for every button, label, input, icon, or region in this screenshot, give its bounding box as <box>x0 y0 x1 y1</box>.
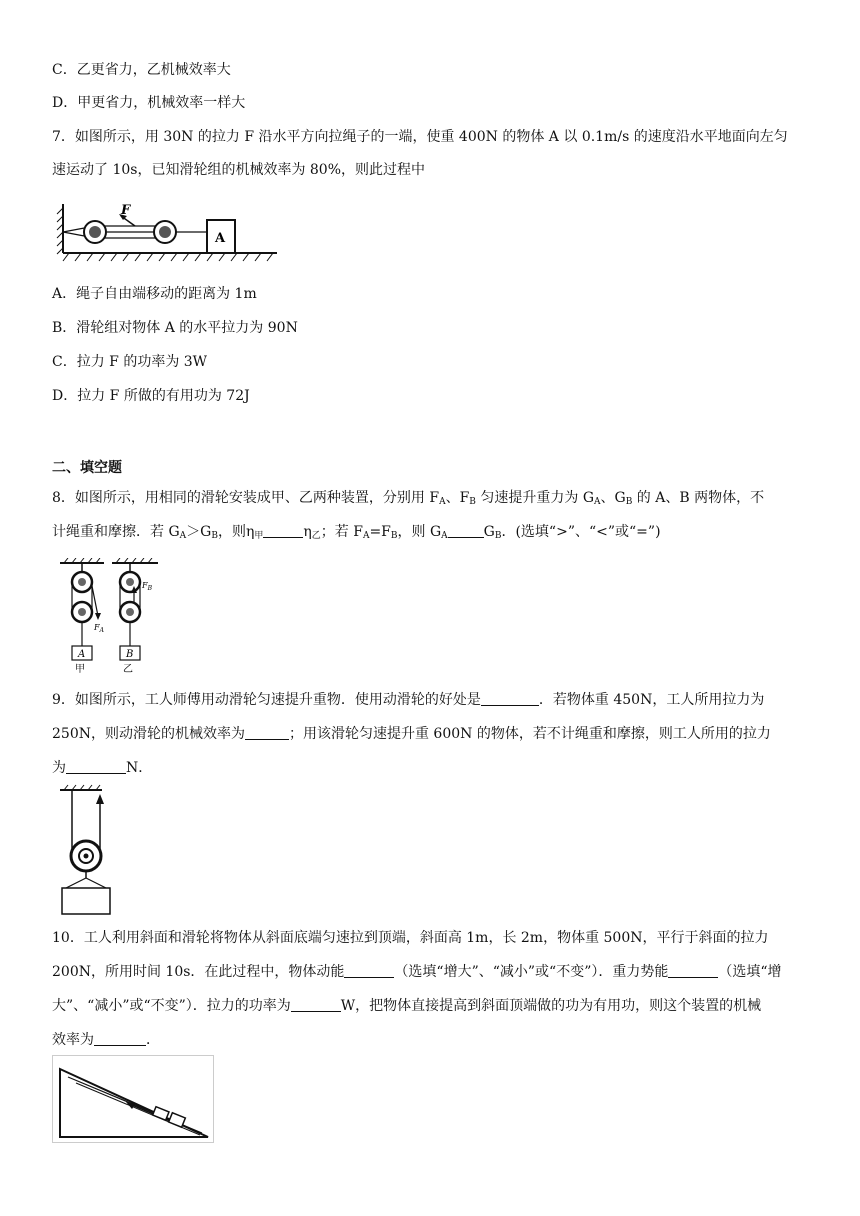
q9-blank-2[interactable] <box>245 725 289 740</box>
q9-blank-1[interactable] <box>481 691 539 706</box>
q7-block-label: A <box>215 231 226 246</box>
q8-stem-line1: 8．如图所示，用相同的滑轮安装成甲、乙两种装置，分别用 $F_A$、$F_B$ 匀速提升重力为 $G_A$、$G_B$ 的 A、B 两物体，不 <box>52 490 765 507</box>
section-title-fill-in: 二、填空题 <box>52 460 122 476</box>
q7-stem-line2: 速运动了 10s，已知滑轮组的机械效率为 80%，则此过程中 <box>52 162 426 178</box>
q6-option-d: D．甲更省力，机械效率一样大 <box>52 95 246 111</box>
q7-option-b: B．滑轮组对物体 A 的水平拉力为 90N <box>52 320 298 336</box>
q8-block-b-label: B <box>126 649 134 660</box>
q10-stem-line4: 效率为 ． <box>52 1032 160 1048</box>
q8-yi-label: 乙 <box>123 664 133 675</box>
q9-stem-line2: 250N，则动滑轮的机械效率为 ；用该滑轮匀速提升重 600N 的物体，若不计绳重和摩擦，则工人所用的拉力 <box>52 726 771 742</box>
q7-force-label: F <box>121 203 131 218</box>
q6-option-c: C．乙更省力，乙机械效率大 <box>52 62 231 78</box>
q10-blank-2[interactable] <box>668 963 718 978</box>
q10-blank-4[interactable] <box>94 1031 146 1046</box>
q8-blank-2[interactable] <box>448 523 484 538</box>
q9-stem-line1: 9．如图所示，工人师傅用动滑轮匀速提升重物．使用动滑轮的好处是 ．若物体重 450N，工人所用拉力为 <box>52 692 765 708</box>
q7-option-a: A．绳子自由端移动的距离为 1m <box>52 286 257 302</box>
q8-blank-1[interactable] <box>263 523 303 538</box>
q9-pulley-figure <box>58 784 128 916</box>
q10-stem-line1: 10．工人利用斜面和滑轮将物体从斜面底端匀速拉到顶端，斜面高 1m，长 2m，物体重 500N，平行于斜面的拉力 <box>52 930 769 946</box>
q10-stem-line2: 200N，所用时间 10s．在此过程中，物体动能 （选填“增大”、“减小”或“不变”）．重力势能 （选填“增 <box>52 964 782 980</box>
q10-blank-3[interactable] <box>291 997 341 1012</box>
q10-stem-line3: 大”、“减小”或“不变”）．拉力的功率为 W，把物体直接提高到斜面顶端做的功为有用功，则这个装置的机械 <box>52 998 762 1014</box>
q7-option-d: D．拉力 F 所做的有用功为 72J <box>52 388 250 404</box>
q8-fb-label: $F_B$ <box>142 581 152 592</box>
q7-stem-line1: 7．如图所示，用 30N 的拉力 F 沿水平方向拉绳子的一端，使重 400N 的物体 A 以 0.1m/s 的速度沿水平地面向左匀 <box>52 129 788 145</box>
q7-option-c: C．拉力 F 的功率为 3W <box>52 354 208 370</box>
q8-fa-label: $F_A$ <box>94 623 104 634</box>
q10-incline-figure <box>52 1055 214 1143</box>
q9-stem-line3: 为 N． <box>52 760 153 776</box>
q9-blank-3[interactable] <box>66 759 126 774</box>
q8-block-a-label: A <box>78 649 86 660</box>
q8-jia-label: 甲 <box>75 664 85 675</box>
q8-pulley-figure <box>58 558 162 676</box>
q7-pulley-figure <box>55 198 280 266</box>
q10-blank-1[interactable] <box>344 963 394 978</box>
q8-stem-line2: 计绳重和摩擦．若 $G_A>G_B$，则$\eta_甲$ $\eta_乙$；若 $F_A=F_B$，则 $G_A$ $G_B$．(选填“>”、“<”或“=”) <box>52 524 661 541</box>
